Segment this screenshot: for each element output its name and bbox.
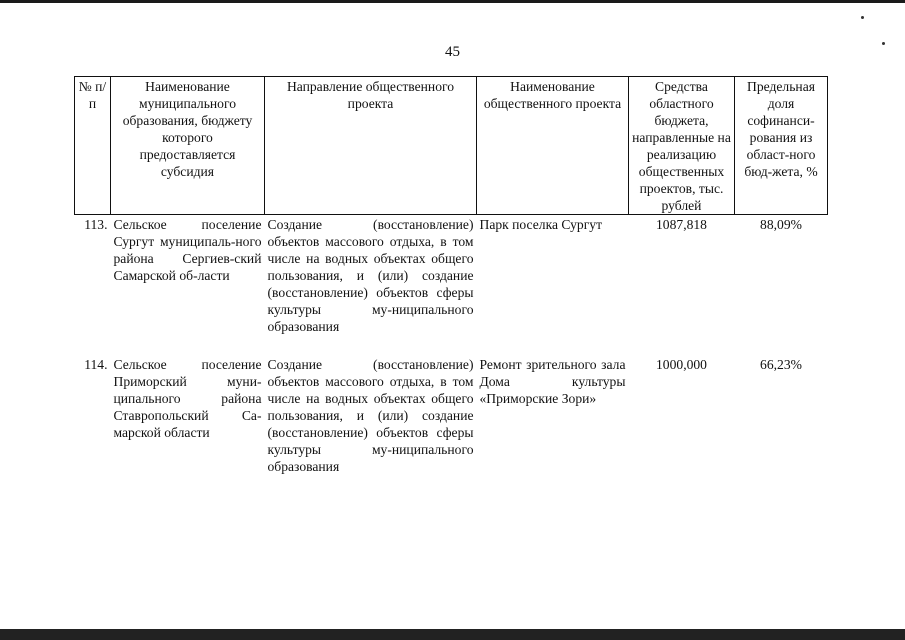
page-number: 45 (445, 44, 460, 60)
row-share: 66,23% (760, 357, 802, 372)
scan-speck (861, 16, 864, 19)
scan-border-top (0, 0, 905, 3)
row-direction: Создание (восстановление) объектов массового отдыха, в том числе на водных объектах общего пользования, и (или) создание (восстановление) объектов сферы культуры му-ниципального образования (267, 217, 474, 334)
table-row (75, 355, 828, 475)
header-project: Наименование общественного проекта (477, 77, 629, 215)
row-funds: 1087,818 (656, 217, 707, 232)
row-number: 113. (84, 217, 108, 232)
row-spacer (75, 335, 828, 355)
scan-border-bottom (0, 629, 905, 640)
table-row (75, 215, 828, 336)
row-municipality: Сельское поселение Сургут муниципаль-ного района Сергиев-ский Самарской об-ласти (113, 217, 262, 283)
header-funds: Средства областного бюджета, направленные на реализацию общественных проектов, тыс. рублей (629, 77, 735, 215)
row-direction: Создание (восстановление) объектов массового отдыха, в том числе на водных объектах общего пользования, и (или) создание (восстановление) объектов сферы культуры му-ниципального образования (267, 357, 474, 474)
row-number: 114. (84, 357, 108, 372)
header-direction: Направление общественного проекта (265, 77, 477, 215)
table-header-row (75, 77, 828, 215)
row-municipality: Сельское поселение Приморский муни-ципального района Ставропольский Са-марской области (113, 357, 262, 440)
row-project: Ремонт зрительного зала Дома культуры «Приморские Зори» (479, 357, 626, 406)
subsidy-table (74, 76, 828, 475)
header-municipality: Наименование муниципального образования, бюджету которого предоставляется субсидия (111, 77, 265, 215)
header-number: № п/п (75, 77, 111, 215)
header-share: Предельная доля софинанси-рования из област-ного бюд-жета, % (735, 77, 828, 215)
row-project: Парк поселка Сургут (479, 217, 603, 232)
row-funds: 1000,000 (656, 357, 707, 372)
row-share: 88,09% (760, 217, 802, 232)
